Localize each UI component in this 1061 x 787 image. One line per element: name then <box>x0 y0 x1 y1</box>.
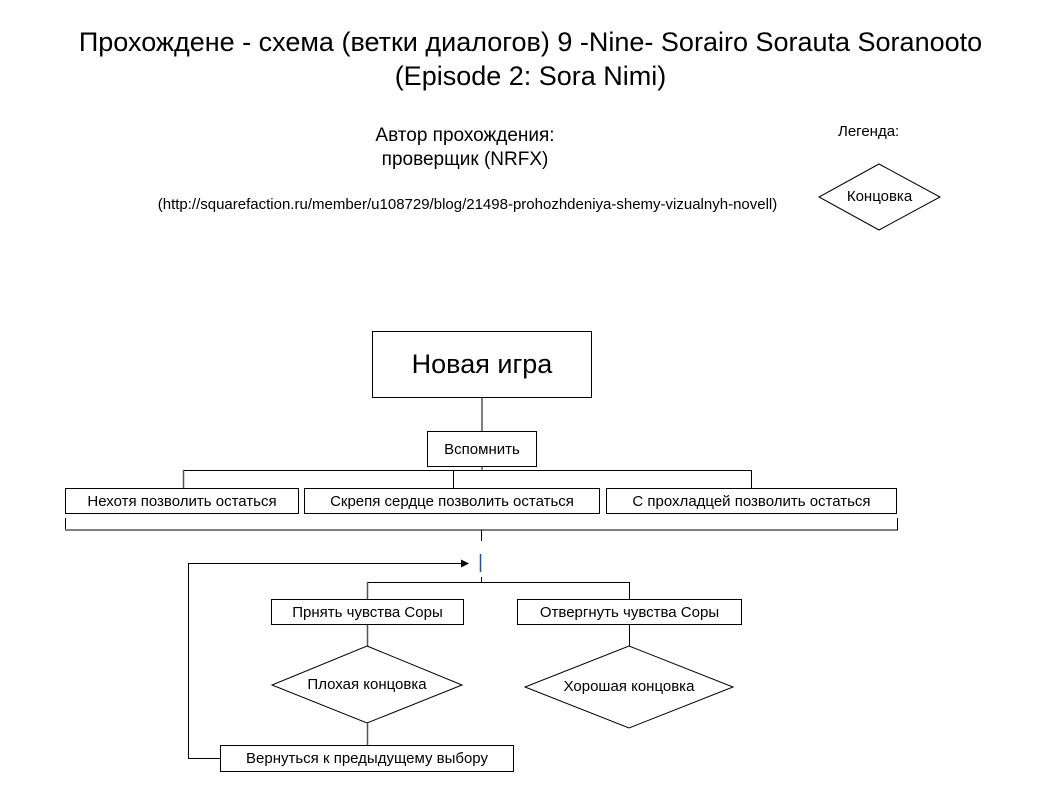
node-go-back: Вернуться к предыдущему выбору <box>220 745 514 772</box>
node-remember: Вспомнить <box>427 431 537 467</box>
node-new-game: Новая игра <box>372 331 592 398</box>
node-choice-heavy-heart: Скрепя сердце позволить остаться <box>304 488 600 514</box>
arrowhead-icon <box>461 560 469 568</box>
bad-ending-label: Плохая концовка <box>307 676 427 693</box>
node-accept-feelings: Прнять чувства Соры <box>271 599 464 625</box>
author-name: проверщик (NRFX) <box>381 149 549 170</box>
node-choice-cold: С прохладцей позволить остаться <box>606 488 897 514</box>
source-url: (http://squarefaction.ru/member/u108729/blog/21498-prohozhdeniya-shemy-vizualnyh-novell) <box>157 196 778 213</box>
diagram-title-line1: Прохождене - схема (ветки диалогов) 9 -Nine- Sorairo Sorauta Soranooto <box>78 27 983 57</box>
node-reject-feelings: Отвергнуть чувства Соры <box>517 599 742 625</box>
diagram-title-line2: (Episode 2: Sora Nimi) <box>394 61 667 91</box>
node-choice-reluctant: Нехотя позволить остаться <box>65 488 299 514</box>
loop-back-arrow <box>189 564 463 759</box>
author-label: Автор прохождения: <box>375 125 555 146</box>
good-ending-label: Хорошая концовка <box>563 678 695 695</box>
legend-ending-label: Концовка <box>846 188 913 205</box>
legend-label: Легенда: <box>838 123 900 140</box>
